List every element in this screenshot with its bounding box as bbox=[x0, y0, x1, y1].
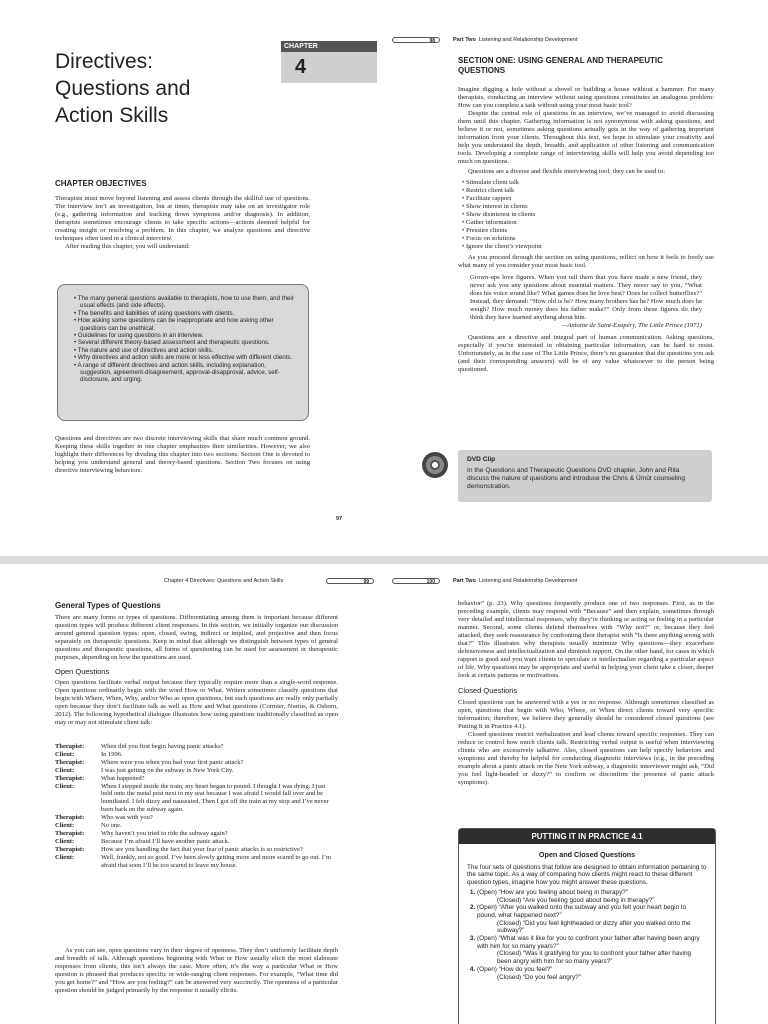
dialogue-row bbox=[55, 759, 338, 767]
paragraph: Questions and directives are two discrete interviewing skills that share much common ground. Keeping these skills together in one chapter emphasizes their similarities. However, we also highlight their differences by dividing this chapter into two sections. Section One is devoted to helping you understand general and theory-based questions. Section Two focuses on using directive interviewing behaviors. bbox=[55, 435, 310, 474]
objectives-text bbox=[55, 195, 310, 251]
running-head bbox=[453, 578, 577, 584]
list-item: • A range of different directives and action skills, including explanation, suggestion, agreement-disagreement, approval-disapproval, advice, self-disclosure, and urging. bbox=[74, 362, 298, 384]
objectives-list bbox=[68, 295, 298, 384]
dvd-clip-title: DVD Clip bbox=[467, 456, 496, 463]
list-item: • Guidelines for using questions in an interview. bbox=[74, 332, 298, 339]
paragraph: Despite the central role of questions in an interview, we’ve managed to avoid discussing them until this chapter. Gathering information is not synonymous with asking questions, and believe it or not, sometimes asking questions actually gets in the way of gathering important information from your clients. Throughout this text, we hope to stimulate your creativity and help you understand the depth, breadth, and application of other listening and communication tools. Developing a complete range of interviewing skills will help you avoid depending too much on questions. bbox=[458, 110, 714, 165]
dialogue bbox=[55, 743, 338, 870]
open-question: 2. (Open) “After you walked onto the subway and you felt your heart begin to pound, what happened next?” bbox=[477, 904, 687, 919]
utterance: Why haven’t you tried to ride the subway again? bbox=[101, 829, 228, 837]
chapter-title bbox=[55, 48, 265, 129]
list-item: • Focus on solutions bbox=[462, 235, 714, 243]
utterance: How are you handling the fact that your fear of panic attacks is so restrictive? bbox=[101, 845, 303, 853]
list-item: • The nature and use of directives and action skills. bbox=[74, 347, 298, 354]
dialogue-row bbox=[55, 767, 338, 775]
list-item bbox=[477, 966, 707, 981]
list-item: • The benefits and liabilities of using questions with clients. bbox=[74, 310, 298, 317]
dialogue-row bbox=[55, 783, 338, 815]
speaker: Client: bbox=[55, 853, 75, 861]
dialogue-row bbox=[55, 775, 338, 783]
speaker: Client: bbox=[55, 750, 75, 758]
speaker: Therapist: bbox=[55, 774, 85, 782]
paragraph: After reading this chapter, you will understand: bbox=[65, 243, 190, 250]
running-head-part: Part Two bbox=[453, 37, 476, 43]
book-page-spread-bottom bbox=[0, 564, 768, 1024]
list-item: • Facilitate rapport bbox=[462, 195, 714, 203]
objectives-box bbox=[57, 284, 309, 421]
speaker: Client: bbox=[55, 766, 75, 774]
chapter-label: CHAPTER bbox=[281, 41, 377, 52]
paragraph: Open questions facilitate verbal output because they typically require more than a single-word response. Open questions ordinarily begin with the word How or What. Writers sometimes classify questions that begin with Where, When, Why, and/or Who as open questions, but such questions are really only partially open because they don’t facilitate talk as well as How and What questions (Cormier, Nurius, & Osborn, 2012). The following hypothetical dialogue illustrates how using questions traditionally classified as open may or may not stimulate client talk: bbox=[55, 679, 338, 726]
speaker: Therapist: bbox=[55, 814, 85, 822]
list-item: • How asking some questions can be inappropriate and how asking other questions can be unethical. bbox=[74, 317, 298, 332]
paragraph: There are many forms or types of questions. Differentiating among them is important because different question types will produce different client responses. In this section, we initially organize our discussion around general question types: open, closed, swing, indirect or implied, and projective and then focus separately on therapeutic questions. Keep in mind that although we distinguish between types of general questions and therapeutic questions, all forms of questioning can be used for assessment or therapeutic purposes, depending on how the questions are used. bbox=[55, 614, 338, 661]
list-item bbox=[477, 935, 707, 966]
chapter-number: 4 bbox=[295, 56, 307, 78]
general-text bbox=[55, 614, 338, 727]
quote-text: Grown-ups love figures. When you tell them that you have made a new friend, they never ask you any questions about essential matters. They never say to you, “What does his voice sound like? What games does he love best? Does he collect butterflies?” Instead, they demand: “How old is he? How many brothers has he? How much does he weigh? How much money does his father make?” Only from these figures do they think they have learned anything about him. bbox=[470, 274, 702, 321]
closed-question: (Closed) “Was it gratifying for you to confront your father after having been angry with him for so many years?” bbox=[497, 950, 692, 966]
pip-intro: The four sets of questions that follow are designed to obtain information pertaining to the same topic. As a way of comparing how clients might react to these different question types, imagine how you might answer these questions. bbox=[467, 863, 707, 887]
utterance: When did you first begin having panic attacks? bbox=[101, 743, 224, 750]
list-item: • Pressure clients bbox=[462, 227, 714, 235]
list-item: • Why directives and action skills are more or less effective with different clients. bbox=[74, 354, 298, 361]
paragraph: As you proceed through the section on using questions, reflect on how it feels to freely use what many of you consider your most basic tool. bbox=[458, 254, 714, 269]
speaker: Client: bbox=[55, 782, 75, 790]
pip-title: Open and Closed Questions bbox=[538, 850, 636, 859]
intro-text bbox=[55, 435, 310, 475]
pip-body bbox=[459, 844, 715, 985]
page-number: 97 bbox=[336, 516, 343, 522]
utterance: In 1996. bbox=[101, 750, 123, 758]
running-head: Chapter 4 Directives: Questions and Action Skills bbox=[164, 578, 284, 584]
list-item bbox=[477, 889, 707, 904]
dialogue-row bbox=[55, 846, 338, 854]
page-number-bar: 100 bbox=[392, 578, 440, 584]
dialogue-row bbox=[55, 814, 338, 822]
utterance: What happened? bbox=[101, 774, 145, 782]
closed-question: (Closed) “Are you feeling good about being in therapy?” bbox=[497, 896, 655, 904]
speaker: Therapist: bbox=[55, 829, 85, 837]
utterance: I was just getting on the subway in New York City. bbox=[101, 766, 234, 774]
list-item: • Several different theory-based assessment and therapeutic questions. bbox=[74, 339, 298, 346]
speaker: Therapist: bbox=[55, 743, 85, 750]
utterance: Where were you when you had your first panic attack? bbox=[101, 758, 244, 766]
quote-block bbox=[470, 274, 702, 330]
chapter-title-line: Questions and bbox=[55, 77, 191, 100]
open-question: 3. (Open) “What was it like for you to confront your father after having been angry with him for so many years?” bbox=[477, 935, 700, 950]
paragraph: Therapists must move beyond listening and assess clients through the skillful use of questions. The interview isn’t an investigation, but at times, therapists may take on an investigator role (e.g., gathering information and tracking down symptoms and/or diagnosis). In addition, therapists sometimes encourage clients to take specific actions—actions deemed helpful for creating insight or resolving a problem. In this chapter, we analyze questions and directive techniques often used in a clinical interview. bbox=[55, 195, 310, 242]
paragraph: Closed questions restrict verbalization and lead clients toward specific responses. They can reduce or control how much clients talk. Restricting verbal output is useful when interviewing clients who are excessively talkative. Also, closed questions can help specify behaviors and symptoms and thereby be helpful for conducting diagnostic interviews (e.g., in the preceding example about a panic attack on the New York subway, a diagnostic interviewer might ask, “Did you feel light-headed or dizzy?” to confirm or disconfirm the presence of panic attack symptoms). bbox=[458, 731, 714, 786]
open-question: 1. (Open) “How are you feeling about being in therapy?” bbox=[477, 888, 628, 896]
page-number-bar: 98 bbox=[392, 37, 440, 43]
why-questions-text bbox=[458, 600, 714, 787]
chapter-title-line: Action Skills bbox=[55, 104, 169, 127]
list-item: • The many general questions available to therapists, how to use them, and their usual effects (and side effects). bbox=[74, 295, 298, 310]
utterance: When I stepped inside the train, my heart began to pound. I thought I was dying. I just held onto the metal post next to my seat because I was afraid I would fall over and be humiliated. I felt dizzy and nauseated. Then I got off the train at my stop and I’ve never been back on the subway again. bbox=[101, 782, 329, 814]
pip-question-list bbox=[467, 889, 707, 981]
dialogue-row bbox=[55, 822, 338, 830]
speaker: Therapist: bbox=[55, 758, 85, 766]
pip-header: PUTTING IT IN PRACTICE 4.1 bbox=[459, 829, 715, 844]
page-number-bar: 99 bbox=[326, 578, 374, 584]
running-head-title: Listening and Relationship Development bbox=[478, 37, 578, 43]
utterance: No one. bbox=[101, 822, 122, 830]
paragraph: behavior” (p. 23). Why questions frequently produce one of two responses. First, as in the preceding example, clients may respond with “Because” and then explain, sometimes through very detailed and intellectual responses, why they’re thinking or acting or feeling in a particular manner. Second, some clients defend themselves with “Why not?” or, because they feel attacked, they seek reassurance by confronting their therapist with “Is there anything wrong with that?” This illustrates why therapists usually minimize Why questions—they exacerbate defensiveness and intellectualization and diminish rapport. On the other hand, for cases in which rapport is good and you want clients to speculate or intellectualize regarding a particular aspect of life, Why questions may be appropriate and useful in helping your client take a closer, deeper look at certain patterns or motivations. bbox=[458, 600, 714, 679]
paragraph: As you can see, open questions vary in their degree of openness. They don’t uniformly facilitate depth and breadth of talk. Although questions beginning with What or How usually elicit the most elaborate responses from clients, this isn’t always the case. More often, it’s the way a particular What or How question is phrased that produces specific or wide-ranging client responses. For example, “What time did you get home?” and “How are you feeling?” can be answered very succinctly. The openness of a particular question should be judged primarily by the response it usually elicits. bbox=[55, 947, 338, 994]
after-dialogue-text bbox=[55, 947, 338, 995]
utterance: Because I’m afraid I’ll have another panic attack. bbox=[101, 837, 230, 845]
speaker: Client: bbox=[55, 822, 75, 830]
closed-question: (Closed) “Did you feel lightheaded or dizzy after you walked onto the subway?” bbox=[497, 919, 691, 935]
list-item: • Show interest in clients bbox=[462, 203, 714, 211]
closed-question: (Closed) “Do you feel angry?” bbox=[497, 973, 581, 981]
speaker: Client: bbox=[55, 837, 75, 845]
paragraph: Questions are a directive and integral part of human communication. Asking questions, especially if you’re interested in obtaining particular information, can be hard to resist. Unfortunately, as in the case of The Little Prince, there’s no guarantee that the questions you ask (and their corresponding answers) will be of any value whatsoever to the person being questioned. bbox=[458, 334, 714, 373]
chapter-title-line: Directives: bbox=[55, 50, 154, 73]
putting-it-in-practice-box bbox=[458, 828, 716, 1024]
general-heading: General Types of Questions bbox=[55, 601, 161, 610]
dvd-icon bbox=[422, 452, 448, 478]
dialogue-row bbox=[55, 743, 338, 751]
running-head bbox=[453, 37, 577, 43]
dialogue-row bbox=[55, 751, 338, 759]
paragraph: Questions are a diverse and flexible interviewing tool; they can be used to: bbox=[468, 168, 666, 175]
list-item: • Restrict client talk bbox=[462, 187, 714, 195]
closed-heading: Closed Questions bbox=[458, 686, 518, 695]
section-text bbox=[458, 86, 714, 374]
dvd-clip-box bbox=[458, 450, 712, 502]
open-heading: Open Questions bbox=[55, 667, 110, 676]
list-item: • Gather information bbox=[462, 219, 714, 227]
uses-list bbox=[458, 179, 714, 251]
list-item: • Ignore the client’s viewpoint bbox=[462, 243, 714, 251]
running-head-part: Part Two bbox=[453, 578, 476, 584]
objectives-heading: CHAPTER OBJECTIVES bbox=[55, 179, 147, 188]
open-question: 4. (Open) “How do you feel?” bbox=[477, 965, 553, 973]
list-item: • Show disinterest in clients bbox=[462, 211, 714, 219]
list-item: • Stimulate client talk bbox=[462, 179, 714, 187]
list-item bbox=[477, 904, 707, 935]
section-heading: SECTION ONE: USING GENERAL AND THERAPEUTIC QUESTIONS bbox=[458, 56, 663, 75]
chapter-badge bbox=[281, 41, 377, 83]
quote-attribution: —Antoine de Saint-Exupéry, The Little Prince (1971) bbox=[561, 322, 702, 329]
utterance: Well, frankly, not so good. I’ve been slowly getting more and more scared to go out. I’m afraid that soon I’ll be too scared to leave my house. bbox=[101, 853, 332, 869]
paragraph: Closed questions can be answered with a yes or no response. Although sometimes classified as open, questions that begin with Who, Where, or When direct clients toward very specific information; therefore, we believe they generally should be considered closed questions (see Putting It in Practice 4.1). bbox=[458, 699, 714, 730]
dialogue-row bbox=[55, 838, 338, 846]
running-head-title: Listening and Relationship Development bbox=[478, 578, 578, 584]
paragraph: Imagine digging a hole without a shovel or building a house without a hammer. For many therapists, conducting an interview without using questions constitutes an analogous problem: How can you complete a task without using your most basic tool? bbox=[458, 86, 714, 109]
speaker: Therapist: bbox=[55, 845, 85, 853]
dialogue-row bbox=[55, 854, 338, 870]
dvd-clip-text: In the Questions and Therapeutic Questions DVD chapter, John and Rita discuss the nature of questions and introduce the Chris & Ümüt counseling demonstration. bbox=[467, 467, 686, 490]
utterance: Who was with you? bbox=[101, 814, 153, 822]
dialogue-row bbox=[55, 830, 338, 838]
